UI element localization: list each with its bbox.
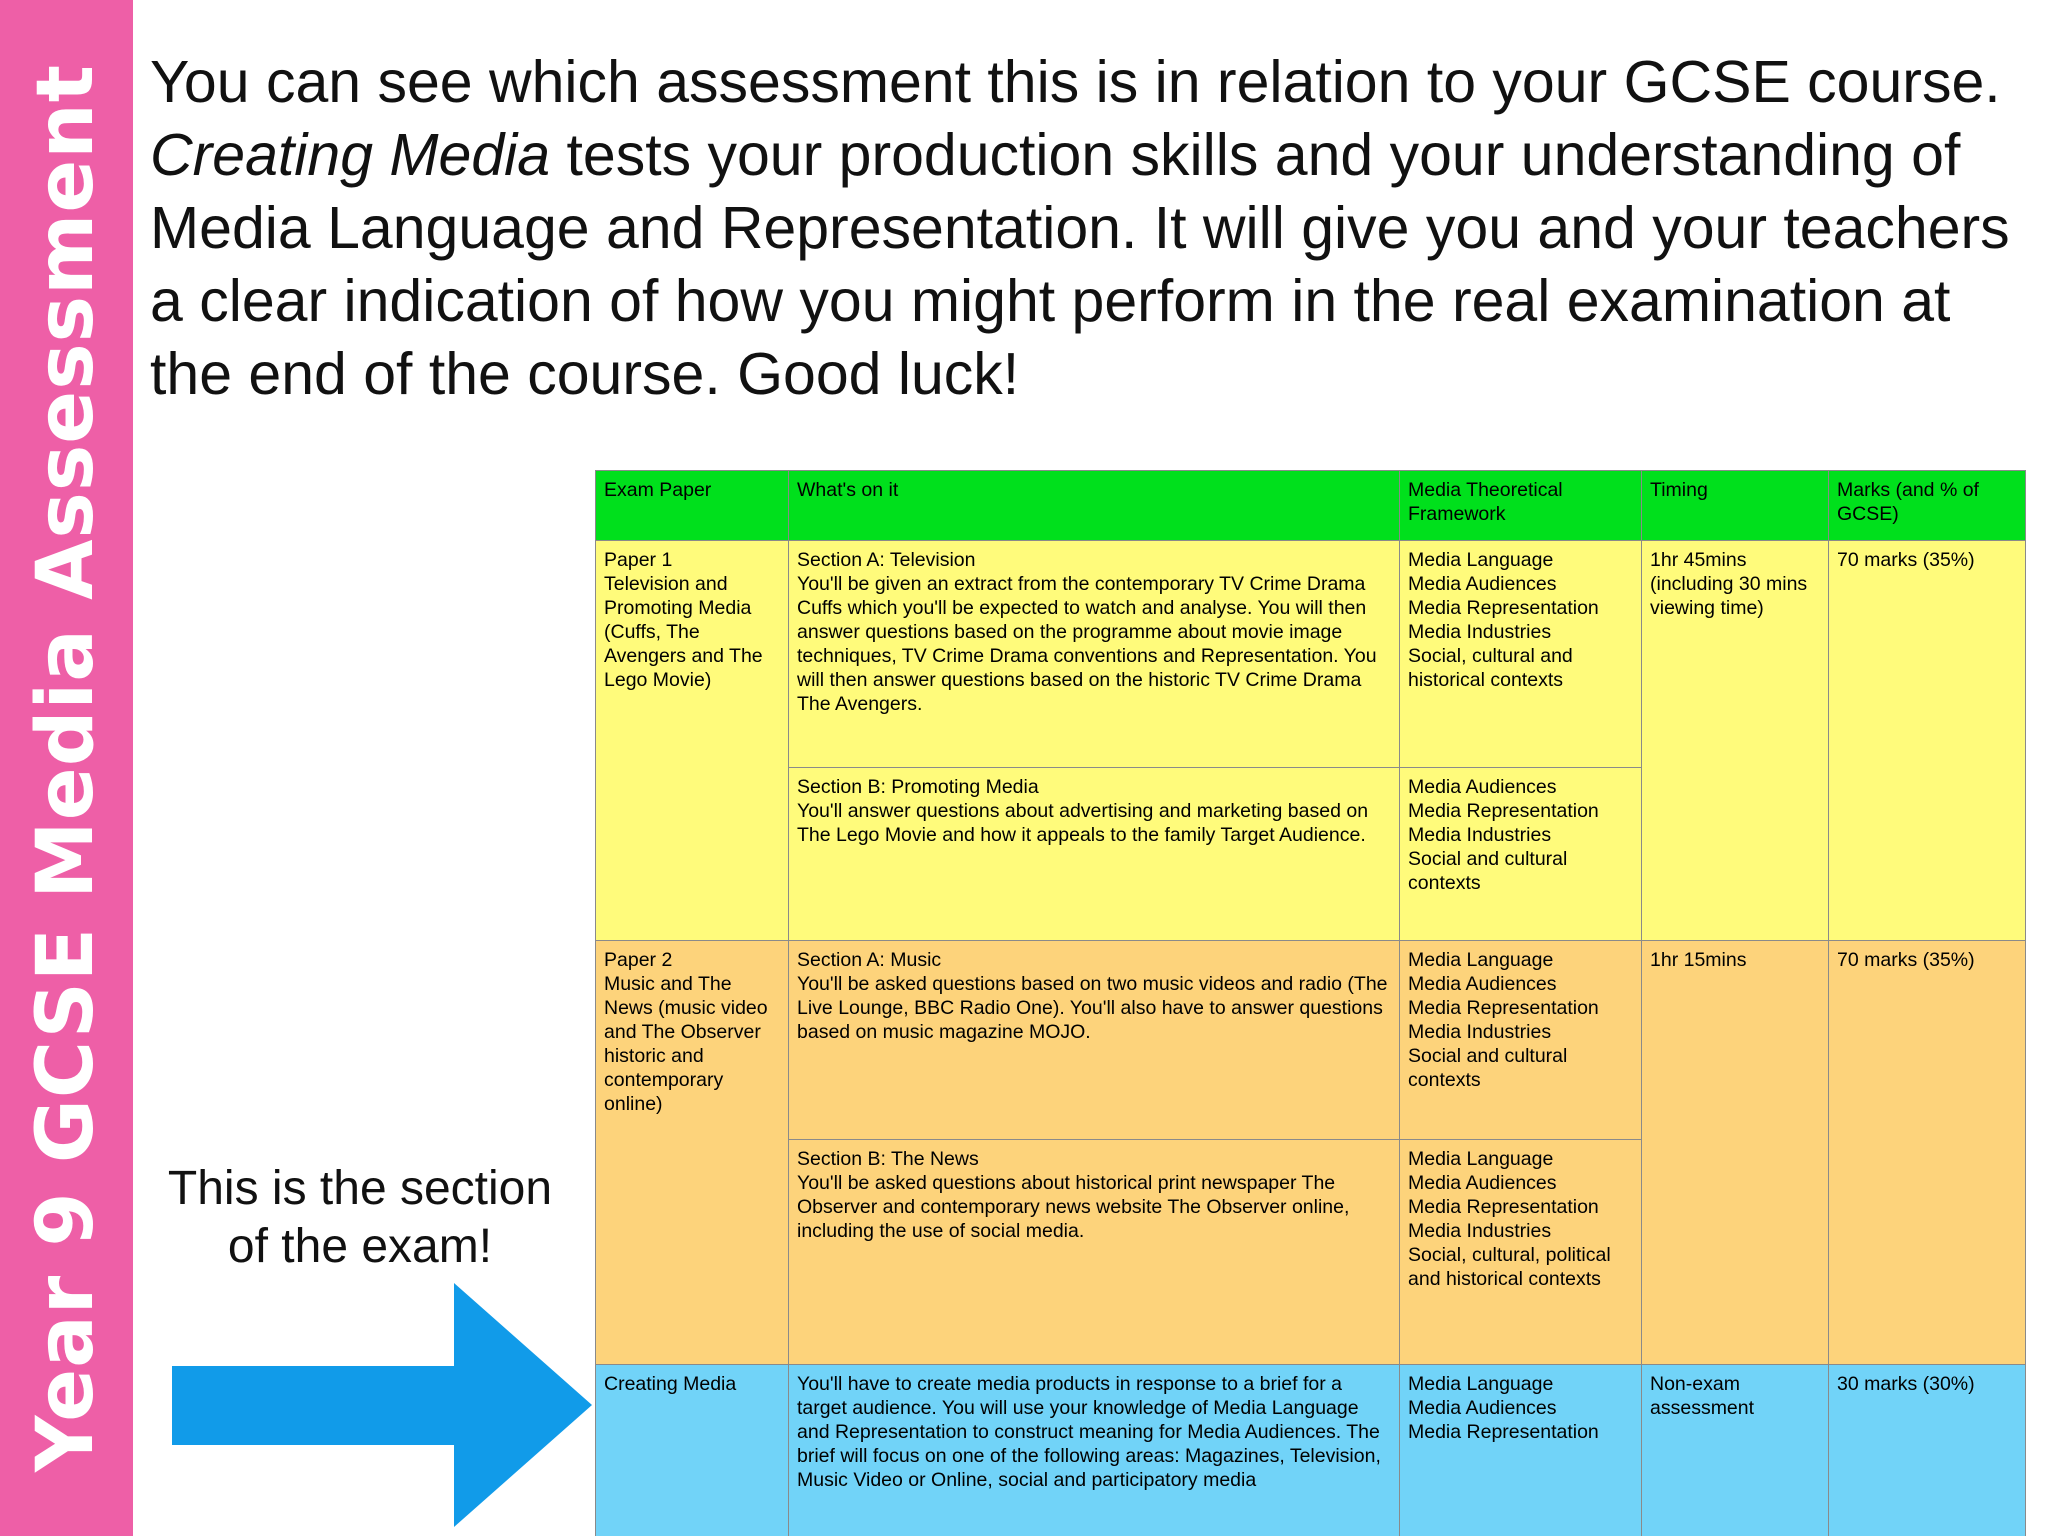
table-header-row	[596, 471, 2026, 541]
paper2-section-b-content: Section B: The News You'll be asked questions about historical print newspaper The Observer and contemporary news website The Observer online, including the use of social media.	[789, 1140, 1400, 1365]
sidebar-banner	[0, 0, 133, 1536]
paper2-exam-paper-cell: Paper 2 Music and The News (music video and The Observer historic and contemporary online)	[596, 941, 789, 1365]
intro-text-start: You can see which assessment this is in relation to your GCSE course.	[150, 49, 2001, 115]
table-row-paper1-section-a	[596, 541, 2026, 768]
header-framework: Media Theoretical Framework	[1400, 471, 1642, 541]
paper1-section-a-framework: Media Language Media Audiences Media Representation Media Industries Social, cultural and historical contexts	[1400, 541, 1642, 768]
creating-media-exam-paper-cell: Creating Media	[596, 1365, 789, 1536]
exam-structure-table	[595, 470, 2026, 1536]
paper2-section-b-framework: Media Language Media Audiences Media Representation Media Industries Social, cultural, political and historical contexts	[1400, 1140, 1642, 1365]
sidebar-title: Year 9 GCSE Media Assessment	[21, 63, 111, 1473]
paper2-section-a-framework: Media Language Media Audiences Media Representation Media Industries Social and cultural contexts	[1400, 941, 1642, 1140]
paper1-section-a-content: Section A: Television You'll be given an extract from the contemporary TV Crime Drama Cuffs which you'll be expected to watch and analyse. You will then answer questions based on the programme about movie image techniques, TV Crime Drama conventions and Representation. You will then answer questions based on the historic TV Crime Drama The Avengers.	[789, 541, 1400, 768]
right-arrow-icon	[172, 1283, 592, 1527]
creating-media-content: You'll have to create media products in response to a brief for a target audience. You will use your knowledge of Media Language and Representation to construct meaning for Media Audiences. The brief will focus on one of the following areas: Magazines, Television, Music Video or Online, social and participatory media	[789, 1365, 1400, 1536]
header-marks: Marks (and % of GCSE)	[1829, 471, 2026, 541]
paper2-marks-cell: 70 marks (35%)	[1829, 941, 2026, 1365]
intro-text-italic: Creating Media	[150, 122, 551, 188]
arrow-shape	[172, 1283, 592, 1527]
intro-paragraph	[150, 46, 2030, 411]
intro-text-end: tests your production skills and your understanding of Media Language and Representation. It will give you and your teachers a clear indication of how you might perform in the real examination at the end of the course. Good luck!	[150, 122, 2010, 407]
header-timing: Timing	[1642, 471, 1829, 541]
paper1-timing-cell: 1hr 45mins (including 30 mins viewing time)	[1642, 541, 1829, 941]
paper1-section-b-content: Section B: Promoting Media You'll answer questions about advertising and marketing based on The Lego Movie and how it appeals to the family Target Audience.	[789, 768, 1400, 941]
creating-media-framework: Media Language Media Audiences Media Representation	[1400, 1365, 1642, 1536]
callout-text: This is the section of the exam!	[167, 1162, 553, 1273]
table-row-paper2-section-a	[596, 941, 2026, 1140]
creating-media-marks: 30 marks (30%)	[1829, 1365, 2026, 1536]
table-row-creating-media	[596, 1365, 2026, 1536]
header-whats-on-it: What's on it	[789, 471, 1400, 541]
paper1-section-b-framework: Media Audiences Media Representation Media Industries Social and cultural contexts	[1400, 768, 1642, 941]
header-exam-paper: Exam Paper	[596, 471, 789, 541]
paper2-section-a-content: Section A: Music You'll be asked questions based on two music videos and radio (The Live Lounge, BBC Radio One). You'll also have to answer questions based on music magazine MOJO.	[789, 941, 1400, 1140]
creating-media-timing: Non-exam assessment	[1642, 1365, 1829, 1536]
paper2-timing-cell: 1hr 15mins	[1642, 941, 1829, 1365]
paper1-marks-cell: 70 marks (35%)	[1829, 541, 2026, 941]
paper1-exam-paper-cell: Paper 1 Television and Promoting Media (Cuffs, The Avengers and The Lego Movie)	[596, 541, 789, 941]
